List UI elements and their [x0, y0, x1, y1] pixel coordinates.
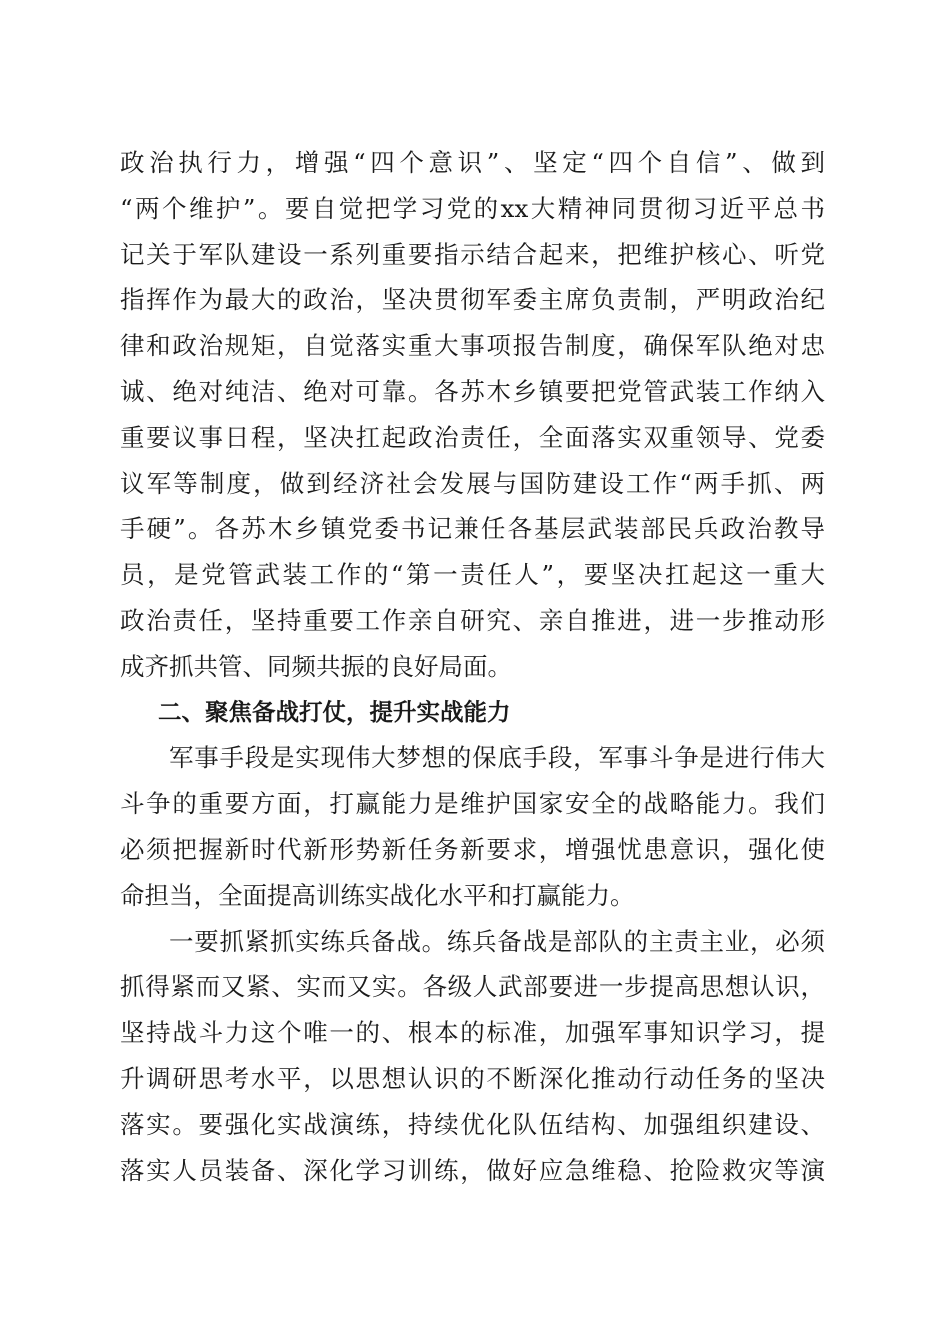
- text-line: 落实人员装备、深化学习训练，做好应急维稳、抢险救灾等演: [120, 1155, 825, 1185]
- text-line: 律和政治规矩，自觉落实重大事项报告制度，确保军队绝对忠: [120, 331, 825, 361]
- text-line: 落实。要强化实战演练，持续优化队伍结构、加强组织建设、: [120, 1109, 825, 1139]
- text-line: 必须把握新时代新形势新任务新要求，增强忧患意识，强化使: [120, 834, 825, 864]
- document-body: [120, 140, 825, 1193]
- text-line: 斗争的重要方面，打赢能力是维护国家安全的战略能力。我们: [120, 789, 825, 819]
- text-line: 政治责任，坚持重要工作亲自研究、亲自推进，进一步推动形: [120, 605, 825, 635]
- section-heading: 二、聚焦备战打仗，提升实战能力: [158, 697, 511, 726]
- text-line: 员，是党管武装工作的“第一责任人”，要坚决扛起这一重大: [120, 560, 825, 590]
- text-line: 诚、绝对纯洁、绝对可靠。各苏木乡镇要把党管武装工作纳入: [120, 376, 825, 406]
- text-line: 记关于军队建设一系列重要指示结合起来，把维护核心、听党: [120, 239, 825, 269]
- text-line: 命担当，全面提高训练实战化水平和打赢能力。: [120, 880, 635, 910]
- text-line: “两个维护”。要自觉把学习党的xx大精神同贯彻习近平总书: [120, 193, 825, 223]
- text-line: 议军等制度，做到经济社会发展与国防建设工作“两手抓、两: [120, 468, 825, 498]
- text-line: 坚持战斗力这个唯一的、根本的标准，加强军事知识学习，提: [120, 1018, 825, 1048]
- text-line: 手硬”。各苏木乡镇党委书记兼任各基层武装部民兵政治教导: [120, 514, 825, 544]
- text-line: 升调研思考水平，以思想认识的不断深化推动行动任务的坚决: [120, 1063, 825, 1093]
- text-line: 重要议事日程，坚决扛起政治责任，全面落实双重领导、党委: [120, 422, 825, 452]
- text-line: 政治执行力，增强“四个意识”、坚定“四个自信”、做到: [120, 148, 825, 177]
- text-line: 指挥作为最大的政治，坚决贯彻军委主席负责制，严明政治纪: [120, 285, 825, 315]
- text-line: 一要抓紧抓实练兵备战。练兵备战是部队的主责主业，必须: [169, 926, 825, 956]
- text-line: 抓得紧而又紧、实而又实。各级人武部要进一步提高思想认识，: [120, 972, 825, 1002]
- text-line: 军事手段是实现伟大梦想的保底手段，军事斗争是进行伟大: [169, 743, 825, 773]
- text-line: 成齐抓共管、同频共振的良好局面。: [120, 651, 512, 681]
